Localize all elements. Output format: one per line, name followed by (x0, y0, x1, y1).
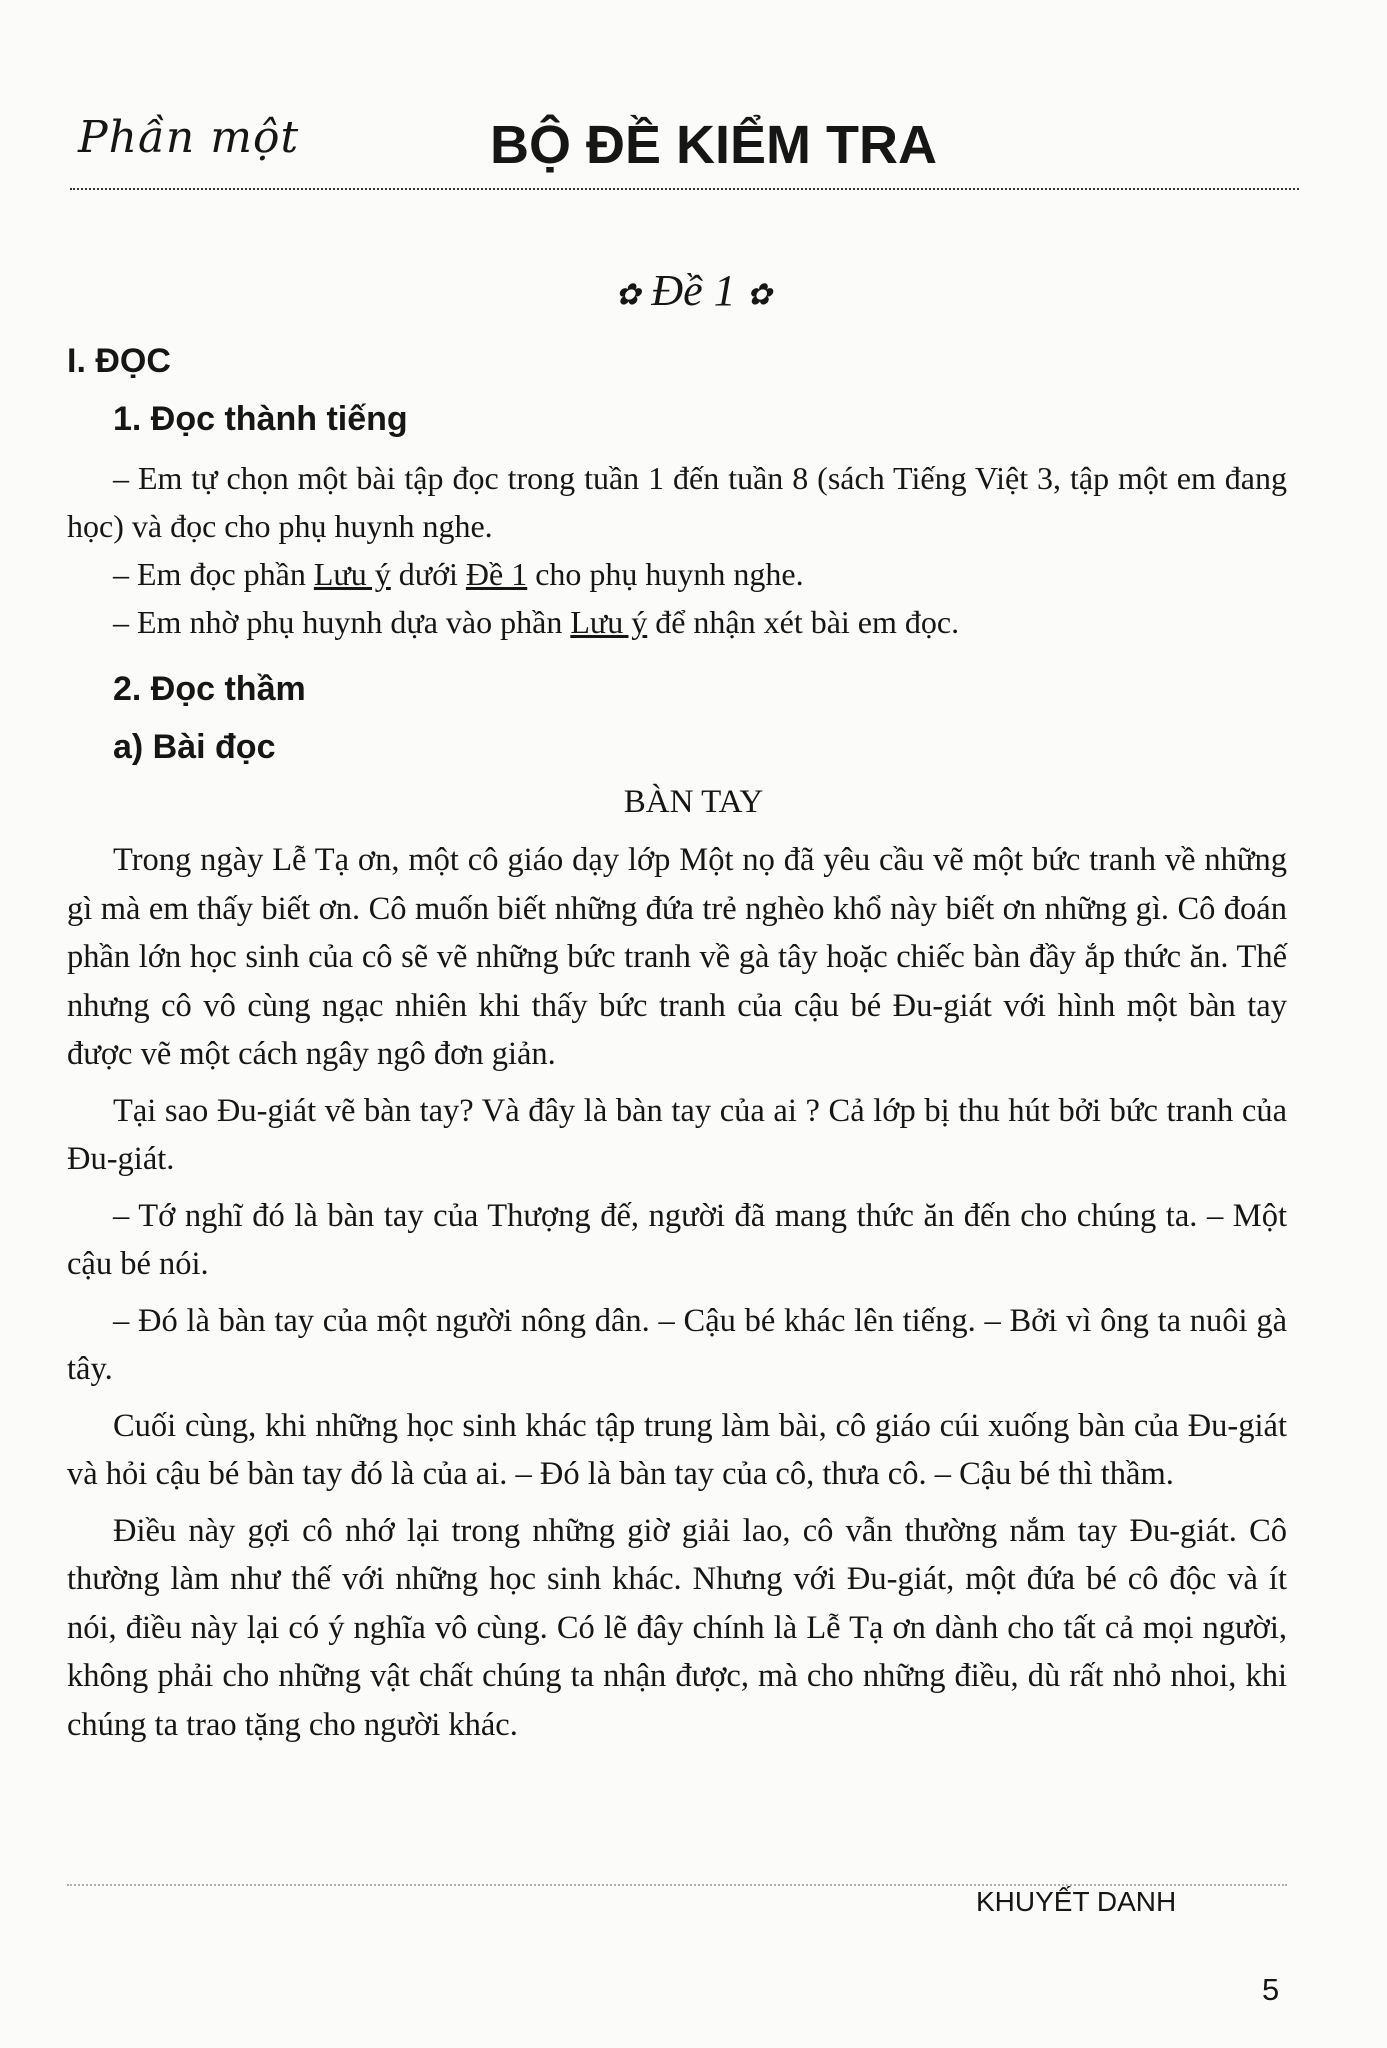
instruction-1: – Em tự chọn một bài tập đọc trong tuần 1 đến tuần 8 (sách Tiếng Việt 3, tập một em đang học) và đọc cho phụ huynh nghe. (67, 460, 1287, 544)
note-link: Lưu ý (570, 604, 648, 640)
exam-heading (0, 265, 1387, 316)
story-paragraph: – Tớ nghĩ đó là bàn tay của Thượng đế, người đã mang thức ăn đến cho chúng ta. – Một cậu bé nói. (67, 1197, 1287, 1282)
part-label: Phần một (78, 112, 300, 163)
story-paragraph: – Đó là bàn tay của một người nông dân. – Cậu bé khác lên tiếng. – Bởi vì ông ta nuôi gà tây. (67, 1302, 1287, 1387)
page-header (70, 110, 1299, 190)
exam-ref: Đề 1 (465, 556, 528, 592)
subsection-silent-read: 2. Đọc thầm (113, 670, 306, 708)
page-title: BỘ ĐỀ KIỂM TRA (490, 115, 938, 175)
story-title: BÀN TAY (623, 784, 764, 820)
instruction-2: – Em đọc phần Lưu ý dưới Đề 1 cho phụ huynh nghe. (113, 556, 804, 592)
story-paragraph: Cuối cùng, khi những học sinh khác tập trung làm bài, cô giáo cúi xuống bàn của Đu-giát và hỏi cậu bé bàn tay đó là của ai. – Đó là bàn tay của cô, thưa cô. – Cậu bé thì thầm. (67, 1407, 1287, 1492)
flower-icon-right: ✿ (746, 278, 772, 312)
story-body (67, 836, 1287, 1757)
story-paragraph: Tại sao Đu-giát vẽ bàn tay? Và đây là bàn tay của ai ? Cả lớp bị thu hút bởi bức tranh của Đu-giát. (67, 1092, 1287, 1177)
flower-icon-left: ✿ (615, 278, 641, 312)
subsection-reading-text: a) Bài đọc (113, 728, 276, 766)
exam-label: Đề 1 (651, 266, 736, 315)
story-paragraph: Điều này gợi cô nhớ lại trong những giờ giải lao, cô vẫn thường nắm tay Đu-giát. Cô thường làm như thế với những học sinh khác. Nhưng với Đu-giát, một đứa bé cô độc và ít nói, điều này lại có ý nghĩa vô cùng. Có lẽ đây chính là Lễ Tạ ơn dành cho tất cả mọi người, không phải cho những vật chất chúng ta nhận được, mà cho những điều, dù rất nhỏ nhoi, khi chúng ta trao tặng cho người khác. (67, 1512, 1287, 1743)
instruction-3: – Em nhờ phụ huynh dựa vào phần Lưu ý để nhận xét bài em đọc. (113, 604, 960, 640)
page-number: 5 (1262, 1972, 1280, 2007)
note-link: Lưu ý (313, 556, 391, 592)
subsection-read-aloud: 1. Đọc thành tiếng (113, 400, 408, 438)
instructions (67, 454, 1287, 646)
story-author: KHUYẾT DANH (976, 1886, 1177, 1917)
story-paragraph: Trong ngày Lễ Tạ ơn, một cô giáo dạy lớp Một nọ đã yêu cầu vẽ một bức tranh về những gì mà em thấy biết ơn. Cô muốn biết những đứa trẻ nghèo khổ này biết ơn những gì. Cô đoán phần lớn học sinh của cô sẽ vẽ những bức tranh về gà tây hoặc chiếc bàn đầy ắp thức ăn. Thế nhưng cô vô cùng ngạc nhiên khi thấy bức tranh của cậu bé Đu-giát với hình một bàn tay được vẽ một cách ngây ngô đơn giản. (67, 842, 1287, 1072)
header-divider (70, 188, 1299, 190)
section-title: I. ĐỌC (67, 342, 171, 380)
